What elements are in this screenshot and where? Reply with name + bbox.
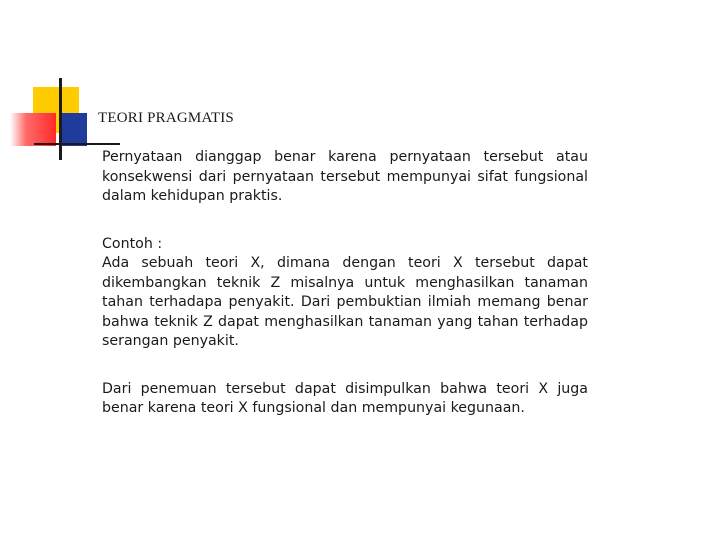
vertical-divider-line xyxy=(59,78,62,160)
blue-square-shape xyxy=(60,113,87,146)
example-label: Contoh : xyxy=(102,235,163,252)
horizontal-divider-line xyxy=(34,143,120,145)
example-paragraph: Ada sebuah teori X, dimana dengan teori X tersebut dapat dikembangkan teknik Z misalnya untuk menghasilkan tanaman tahan terhadapa penyakit. Dari pembuktian ilmiah memang benar bahwa teknik Z dapat menghasilkan tanaman yang tahan terhadap serangan penyakit. xyxy=(102,255,588,349)
slide-body xyxy=(102,148,588,419)
red-gradient-shape xyxy=(10,113,56,146)
slide-title: TEORI PRAGMATIS xyxy=(98,110,234,126)
conclusion-paragraph: Dari penemuan tersebut dapat disimpulkan bahwa teori X juga benar karena teori X fungsional dan mempunyai kegunaan. xyxy=(102,380,588,416)
decorative-logo xyxy=(0,0,120,170)
definition-paragraph: Pernyataan dianggap benar karena pernyataan tersebut atau konsekwensi dari pernyataan tersebut mempunyai sifat fungsional dalam kehidupan praktis. xyxy=(102,149,588,204)
